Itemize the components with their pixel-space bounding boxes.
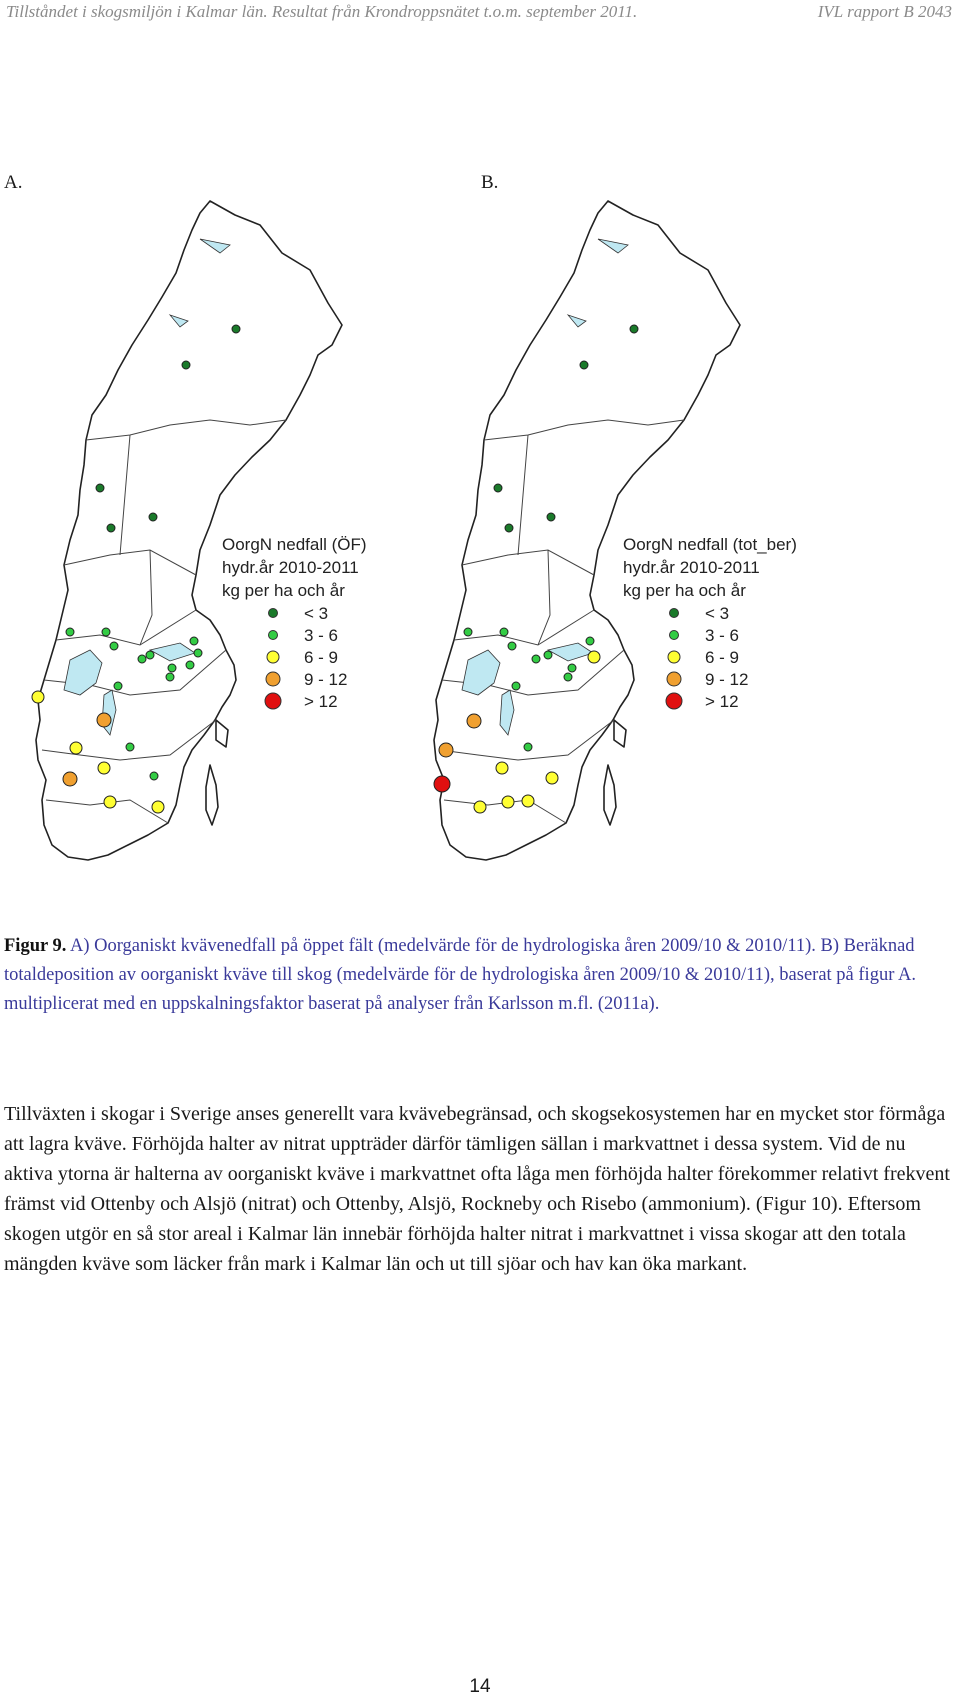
running-header	[6, 2, 952, 26]
legend-symbol	[265, 693, 282, 710]
station-marker	[474, 801, 486, 813]
legend-item	[222, 668, 367, 690]
station-marker	[464, 628, 472, 636]
legend-symbol	[268, 608, 278, 618]
station-marker	[98, 762, 110, 774]
station-marker	[508, 642, 516, 650]
station-marker	[63, 772, 77, 786]
legend-item	[623, 668, 797, 690]
station-marker	[152, 801, 164, 813]
header-report-id: IVL rapport B 2043	[817, 2, 952, 21]
station-marker	[546, 772, 558, 784]
station-marker	[505, 524, 513, 532]
station-marker	[500, 628, 508, 636]
station-marker	[434, 776, 450, 792]
body-paragraph: Tillväxten i skogar i Sverige anses generellt vara kvävebegränsad, och skogsekosystemen har en mycket stor förmåga att lagra kväve. Förhöjda halter av nitrat uppträder därför tämligen sällan i markvattnet i dessa system. Vid de nu aktiva ytorna är halterna av oorganiskt kväve i markvattnet ofta låga men förhöjda halter förekommer relativt frekvent främst vid Ottenby och Alsjö (nitrat) och Ottenby, Alsjö, Rockneby och Risebo (ammonium). (Figur 10). Eftersom skogen utgör en så stor areal i Kalmar län innebär förhöjda halter nitrat i markvattnet i vissa skogar att den totala mängden kväve som läcker från mark i Kalmar län och ut till sjöar och hav kan öka markant.	[4, 1103, 950, 1275]
legend-unit: kg per ha och år	[623, 581, 746, 600]
legend-subtitle: hydr.år 2010-2011	[222, 558, 359, 577]
station-marker	[568, 664, 576, 672]
station-marker	[522, 795, 534, 807]
station-marker	[110, 642, 118, 650]
station-marker	[32, 691, 44, 703]
caption-text: A) Oorganiskt kvävenedfall på öppet fält (medelvärde för de hydrologiska åren 2009/10 & 2010/11). B) Beräknad totaldeposition av oorganiskt kväve till skog (medelvärde för de hydrologiska åren 2009/10 & 2010/11), baserat på figur A. multiplicerat med en uppskalningsfaktor baserat på analyser från Karlsson m.fl. (2011a).	[4, 936, 916, 1014]
legend-symbol	[669, 630, 679, 640]
station-marker	[496, 762, 508, 774]
station-marker	[66, 628, 74, 636]
legend-symbol	[669, 608, 679, 618]
legend-label: > 12	[705, 692, 739, 711]
station-marker	[630, 325, 638, 333]
caption-label: Figur 9.	[4, 936, 67, 956]
legend-label: > 12	[304, 692, 338, 711]
station-marker	[524, 743, 532, 751]
station-marker	[190, 637, 198, 645]
panel-b-label: B.	[481, 172, 499, 193]
station-marker	[532, 655, 540, 663]
legend-item	[222, 624, 367, 646]
page-number: 14	[469, 1676, 491, 1697]
legend-subtitle: hydr.år 2010-2011	[623, 558, 760, 577]
station-marker	[168, 664, 176, 672]
legend-item	[623, 646, 797, 668]
station-marker	[564, 673, 572, 681]
legend-label: 3 - 6	[304, 626, 339, 645]
station-marker	[588, 651, 600, 663]
legend-item	[222, 646, 367, 668]
station-marker	[186, 661, 194, 669]
legend-item	[623, 602, 797, 624]
station-marker	[126, 743, 134, 751]
station-marker	[102, 628, 110, 636]
legend-symbol	[667, 672, 682, 687]
legend-unit: kg per ha och år	[222, 581, 345, 600]
station-marker	[166, 673, 174, 681]
station-marker	[232, 325, 240, 333]
legend-title: OorgN nedfall (tot_ber)	[623, 535, 797, 554]
station-marker	[138, 655, 146, 663]
station-marker	[182, 361, 190, 369]
station-marker	[146, 651, 154, 659]
station-marker	[107, 524, 115, 532]
legend-label: < 3	[705, 604, 730, 623]
station-marker	[97, 713, 111, 727]
legend-label: < 3	[304, 604, 329, 623]
station-marker	[149, 513, 157, 521]
station-marker	[502, 796, 514, 808]
legend-label: 9 - 12	[705, 670, 749, 689]
figure-caption	[4, 932, 954, 1019]
legend-label: 6 - 9	[304, 648, 339, 667]
legend-item	[222, 602, 367, 624]
sweden-outline	[434, 201, 740, 860]
station-marker	[114, 682, 122, 690]
station-marker	[96, 484, 104, 492]
station-marker	[547, 513, 555, 521]
legend-symbol	[666, 693, 683, 710]
legend-label: 3 - 6	[705, 626, 740, 645]
legend-title: OorgN nedfall (ÖF)	[222, 535, 367, 554]
station-marker	[544, 651, 552, 659]
panel-a-label: A.	[4, 172, 23, 193]
legend-item	[222, 690, 367, 712]
legend-panel-a	[222, 533, 367, 712]
legend-panel-b	[623, 533, 797, 712]
legend-symbol	[668, 651, 681, 664]
legend-label: 9 - 12	[304, 670, 348, 689]
legend-symbol	[267, 651, 280, 664]
header-title: Tillståndet i skogsmiljön i Kalmar län. Resultat från Krondroppsnätet t.o.m. september 2011.	[6, 2, 638, 21]
legend-symbol	[268, 630, 278, 640]
legend-label: 6 - 9	[705, 648, 740, 667]
legend-symbol	[266, 672, 281, 687]
station-marker	[586, 637, 594, 645]
station-marker	[512, 682, 520, 690]
station-marker	[494, 484, 502, 492]
station-marker	[150, 772, 158, 780]
station-marker	[104, 796, 116, 808]
legend-item	[623, 624, 797, 646]
legend-item	[623, 690, 797, 712]
station-marker	[194, 649, 202, 657]
station-marker	[580, 361, 588, 369]
station-marker	[439, 743, 453, 757]
station-marker	[70, 742, 82, 754]
sweden-outline	[36, 201, 342, 860]
station-marker	[467, 714, 481, 728]
